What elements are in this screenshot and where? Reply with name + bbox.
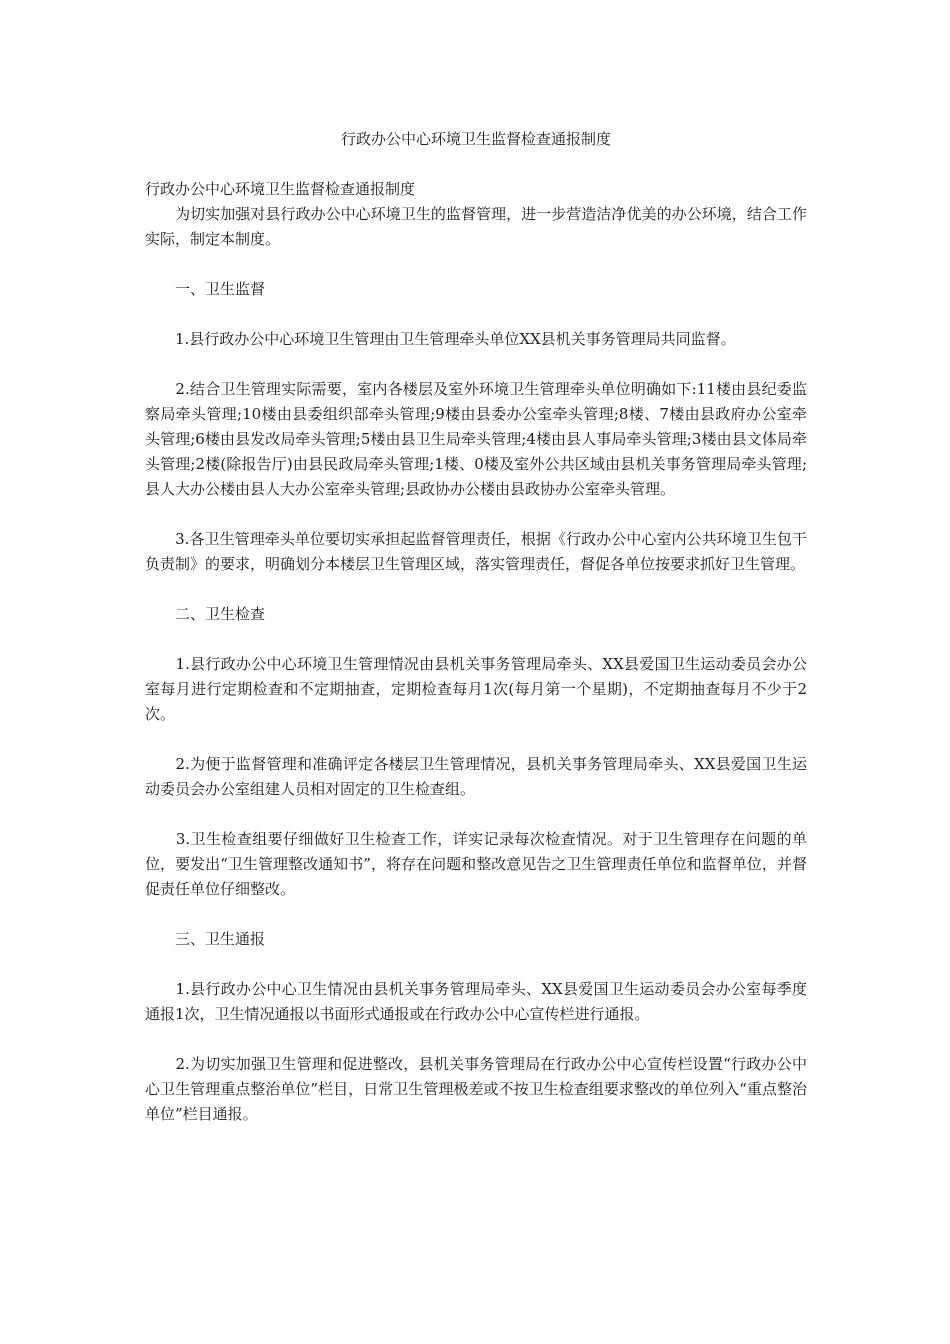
section-heading-notification: 三、卫生通报 <box>145 930 266 948</box>
spacer <box>145 627 807 652</box>
spacer <box>145 727 807 752</box>
section-item: 2.为便于监督管理和准确评定各楼层卫生管理情况，县机关事务管理局牵头、XX县爱国卫生运动委员会办公室组建人员相对固定的卫生检查组。 <box>145 755 807 798</box>
spacer <box>145 252 807 277</box>
spacer <box>145 952 807 977</box>
spacer <box>145 352 807 377</box>
document-title: 行政办公中心环境卫生监督检查通报制度 <box>340 130 611 148</box>
section-heading-inspection: 二、卫生检查 <box>145 605 266 623</box>
section-item: 2.结合卫生管理实际需要，室内各楼层及室外环境卫生管理牵头单位明确如下:11楼由县纪委监察局牵头管理;10楼由县委组织部牵头管理;9楼由县委办公室牵头管理;8楼、7楼由县政府办公室牵头管理;6楼由县发改局牵头管理;5楼由县卫生局牵头管理;4楼由县人事局牵头管理;3楼由县文体局牵头管理;2楼(除报告厅)由县民政局牵头管理;1楼、0楼及室外公共区域由县机关事务管理局牵头管理;县人大办公楼由县人大办公室牵头管理;县政协办公楼由县政协办公室牵头管理。 <box>145 380 807 498</box>
section-item: 2.为切实加强卫生管理和促进整改，县机关事务管理局在行政办公中心宣传栏设置“行政办公中心卫生管理重点整治单位”栏目，日常卫生管理极差或不按卫生检查组要求整改的单位列入“重点整治单位”栏目通报。 <box>145 1055 807 1123</box>
intro-paragraph: 为切实加强对县行政办公中心环境卫生的监督管理，进一步营造洁净优美的办公环境，结合工作实际，制定本制度。 <box>145 205 807 248</box>
spacer <box>145 1027 807 1052</box>
document-subtitle: 行政办公中心环境卫生监督检查通报制度 <box>145 180 416 198</box>
spacer <box>145 302 807 327</box>
spacer <box>145 902 807 927</box>
section-item: 1.县行政办公中心卫生情况由县机关事务管理局牵头、XX县爱国卫生运动委员会办公室每季度通报1次，卫生情况通报以书面形式通报或在行政办公中心宣传栏进行通报。 <box>145 980 807 1023</box>
section-item: 1.县行政办公中心环境卫生管理情况由县机关事务管理局牵头、XX县爱国卫生运动委员会办公室每月进行定期检查和不定期抽查，定期检查每月1次(每月第一个星期)，不定期抽查每月不少于2次。 <box>145 655 807 723</box>
section-item: 3.卫生检查组要仔细做好卫生检查工作，详实记录每次检查情况。对于卫生管理存在问题的单位，要发出“卫生管理整改通知书”，将存在问题和整改意见告之卫生管理责任单位和监督单位，并督促责任单位仔细整改。 <box>145 830 807 898</box>
document-body <box>145 177 807 1127</box>
section-heading-supervision: 一、卫生监督 <box>145 280 266 298</box>
spacer <box>145 577 807 602</box>
section-item: 1.县行政办公中心环境卫生管理由卫生管理牵头单位XX县机关事务管理局共同监督。 <box>145 330 736 348</box>
spacer <box>145 802 807 827</box>
section-item: 3.各卫生管理牵头单位要切实承担起监督管理责任，根据《行政办公中心室内公共环境卫生包干负责制》的要求，明确划分本楼层卫生管理区域，落实管理责任，督促各单位按要求抓好卫生管理。 <box>145 530 807 573</box>
spacer <box>145 502 807 527</box>
